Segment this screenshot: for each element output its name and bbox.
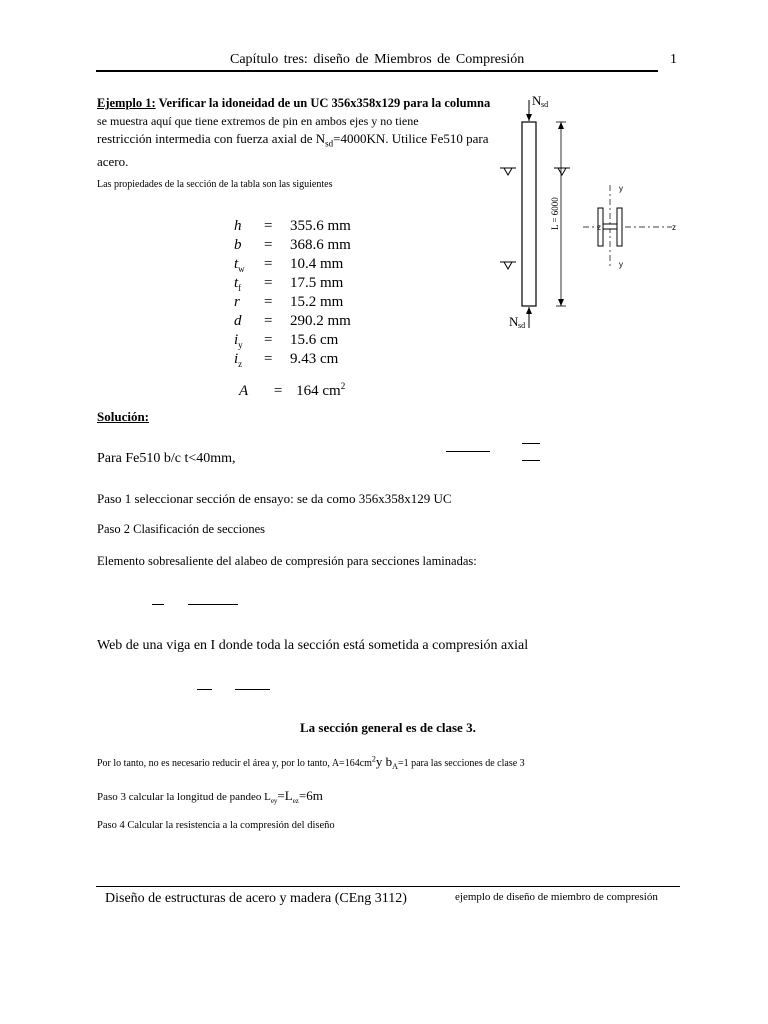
property-equals: = [264, 313, 273, 329]
paso-3-text: Paso 3 calcular la longitud de pandeo L [97, 791, 271, 803]
outstand-element-line: Elemento sobresaliente del alabeo de compresión para secciones laminadas: [97, 554, 477, 568]
property-symbol: r [234, 294, 240, 310]
property-equals: = [264, 275, 273, 291]
property-symbol: h [234, 218, 242, 234]
length-label: L = 6000 [550, 197, 560, 230]
property-symbol: $i_z$ [234, 351, 243, 369]
property-symbol: $t_f$ [234, 275, 242, 293]
footer-course-title: Diseño de estructuras de acero y madera (CEng 3112) [105, 891, 407, 906]
property-value: 10.4 mm [290, 256, 344, 272]
web-line: Web de una viga en I donde toda la sección está sometida a compresión axial [97, 638, 529, 653]
area-reduction-sub: A [392, 762, 398, 771]
formula-placeholder [152, 604, 164, 605]
paso-2: Paso 2 Clasificación de secciones [97, 522, 266, 536]
paso-1: Paso 1 seleccionar sección de ensayo: se da como 356x358x129 UC [97, 491, 452, 506]
property-value: 15.6 cm [290, 332, 339, 348]
paso-3-sub-1: ey [270, 797, 278, 806]
page-header-title: Capítulo tres: diseño de Miembros de Compresión [230, 52, 525, 67]
formula-placeholder [197, 689, 212, 690]
axial-force-sub: sd [325, 138, 334, 149]
column-body [522, 122, 536, 306]
left-pin-support-bottom [500, 262, 516, 269]
area-reduction-text: Por lo tanto, no es necesario reducir el área y, por lo tanto, A=164cm [97, 758, 372, 769]
property-equals: = [264, 256, 273, 272]
example-body-line-2 [97, 130, 499, 153]
property-symbol: b [234, 237, 242, 253]
area-reduction-line [97, 754, 525, 771]
property-value: 368.6 mm [290, 237, 351, 253]
property-equals: = [264, 218, 273, 234]
property-equals: = [264, 351, 273, 367]
example-label: Ejemplo 1: [97, 96, 156, 110]
property-value: 355.6 mm [290, 218, 351, 234]
property-symbol: d [234, 313, 242, 329]
property-symbol: $t_w$ [234, 256, 245, 274]
top-load-label: N [532, 93, 542, 108]
header-rule [96, 70, 658, 72]
property-equals: = [264, 294, 273, 310]
bottom-load-sub: sd [518, 321, 526, 330]
example-body-text: =4000KN. Utilice Fe510 para [333, 131, 489, 146]
top-load-arrowhead [526, 114, 532, 121]
fe510-line: Para Fe510 b/c t<40mm, [97, 451, 236, 466]
top-load-sub: sd [541, 100, 549, 109]
example-heading: Verificar la idoneidad de un UC 356x358x129 para la columna [158, 96, 491, 110]
paso-3-mid: =L [277, 788, 293, 803]
area-equals: = [273, 383, 283, 399]
property-value: 17.5 mm [290, 275, 344, 291]
property-value: 290.2 mm [290, 313, 351, 329]
example-body-line-3: acero. [97, 153, 129, 169]
example-body [97, 113, 499, 170]
axial-force-symbol: N [315, 131, 326, 146]
page-number: 1 [670, 52, 677, 67]
right-pin-support [554, 168, 570, 175]
paso-3 [97, 788, 323, 805]
class-3-conclusion: La sección general es de clase 3. [300, 720, 476, 735]
axis-y-bottom-label: y [619, 260, 623, 269]
solution-heading: Solución: [97, 409, 150, 424]
area-exponent: 2 [340, 381, 346, 391]
area-reduction-y: y b [375, 754, 393, 769]
left-pin-support-top [500, 168, 516, 175]
area-reduction-sup: 2 [371, 754, 376, 764]
property-equals: = [264, 237, 273, 253]
example-body-text: restricción intermedia con fuerza axial de [97, 131, 316, 146]
property-value: 9.43 cm [290, 351, 339, 367]
column-figure [490, 90, 690, 350]
property-equals: = [264, 332, 273, 348]
axis-y-top-label: y [619, 184, 623, 193]
axis-z-right-label: z [672, 223, 676, 232]
area-property [239, 381, 345, 400]
axis-z-left-label: z [597, 223, 601, 232]
example-title [97, 96, 490, 111]
area-reduction-post: =1 para las secciones de clase 3 [397, 758, 525, 769]
bottom-load-arrowhead [526, 307, 532, 314]
area-symbol: A [239, 383, 249, 399]
formula-placeholder [522, 460, 540, 461]
formula-placeholder [446, 451, 490, 452]
footer-rule [96, 886, 680, 887]
formula-placeholder [522, 443, 540, 444]
properties-intro: Las propiedades de la sección de la tabla son las siguientes [97, 179, 333, 190]
property-value: 15.2 mm [290, 294, 344, 310]
property-symbol: $i_y$ [234, 332, 243, 350]
footer-section-title: ejemplo de diseño de miembro de compresión [455, 891, 658, 903]
area-value: 164 cm [296, 383, 341, 399]
paso-3-post: =6m [298, 788, 323, 803]
paso-4: Paso 4 Calcular la resistencia a la compresión del diseño [97, 820, 335, 831]
bottom-load-label: N [509, 314, 519, 329]
formula-placeholder [235, 689, 270, 690]
paso-3-sub-2: ez [292, 797, 299, 806]
formula-placeholder [188, 604, 238, 605]
example-body-line-1: se muestra aquí que tiene extremos de pin en ambos ejes y no tiene [97, 114, 419, 128]
